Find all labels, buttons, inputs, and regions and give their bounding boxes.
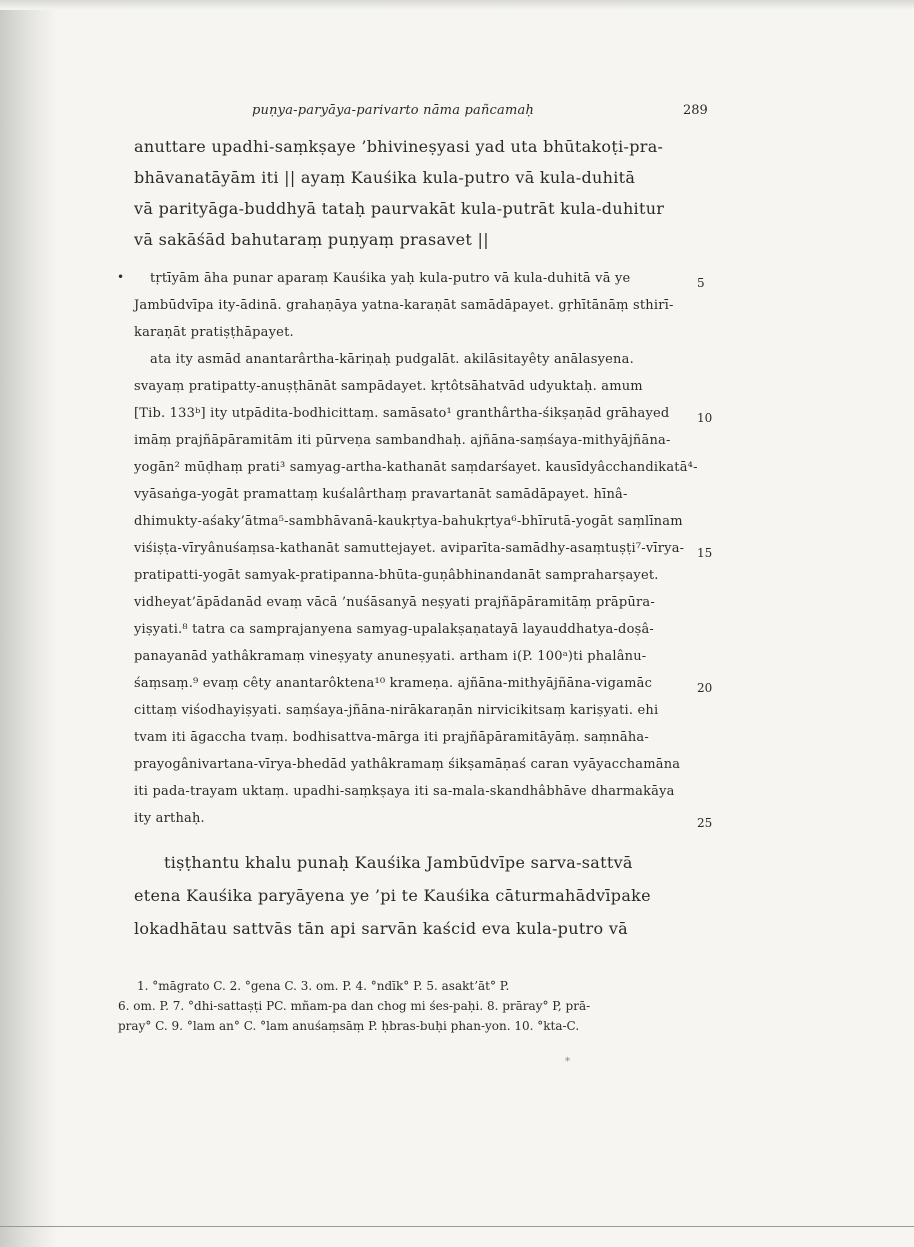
text-line: vā parityāga-buddhyā tataḥ paurvakāt kula-putrāt kula-duhitur — [134, 199, 665, 218]
scan-binding-shadow — [0, 0, 58, 1247]
commentary-line: pratipatti-yogāt samyak-pratipanna-bhūta-guṇâbhinandanāt sampraharṣayet. — [134, 568, 659, 583]
commentary-line: Jambūdvīpa ity-ādinā. grahaṇāya yatna-karaṇāt samādāpayet. gṛhītānāṃ sthirī- — [134, 298, 674, 313]
line-number: 25 — [697, 816, 713, 830]
text-line: vā sakāśād bahutaraṃ puṇyaṃ prasavet || — [134, 230, 489, 249]
text-line: bhāvanatāyām iti || ayaṃ Kauśika kula-putro vā kula-duhitā — [134, 168, 636, 187]
commentary-line: yiṣyati.⁸ tatra ca samprajanyena samyag-upalakṣaṇatayā layauddhatya-doṣâ- — [134, 622, 655, 637]
scan-top-edge — [0, 0, 914, 10]
commentary-line: tvam iti āgaccha tvaṃ. bodhisattva-mārga iti prajñāpāramitāyāṃ. saṃnāha- — [134, 730, 649, 745]
page-number: 289 — [683, 103, 708, 118]
line-number: 15 — [697, 546, 713, 560]
footnote-line: 1. °māgrato C. 2. °gena C. 3. om. P. 4. °ndīk° P. 5. asakt’āt° P. — [137, 979, 510, 993]
commentary-line: vidheyat’āpādanād evaṃ vācā ’nuśāsanyā neṣyati prajñāpāramitāṃ prāpūra- — [134, 595, 655, 610]
commentary-line: tṛtīyām āha punar aparaṃ Kauśika yaḥ kula-putro vā kula-duhitā vā ye — [150, 271, 631, 286]
commentary-line: vyāsaṅga-yogāt pramattaṃ kuśalârthaṃ pravartanāt samādāpayet. hīnâ- — [134, 487, 628, 502]
commentary-line: śaṃsaṃ.⁹ evaṃ cêty anantarôktena¹⁰ krameṇa. ajñāna-mithyājñāna-vigamāc — [134, 676, 653, 691]
commentary-line: prayogânivartana-vīrya-bhedād yathâkramaṃ śikṣamāṇaś caran vyāyacchamāna — [134, 757, 681, 772]
text-line: tiṣṭhantu khalu punaḥ Kauśika Jambūdvīpe sarva-sattvā — [164, 853, 633, 872]
commentary-line: iti pada-trayam uktaṃ. upadhi-saṃkṣaya iti sa-mala-skandhâbhāve dharmakāya — [134, 784, 675, 799]
text-line: anuttare upadhi-saṃkṣaye ’bhivineṣyasi yad uta bhūtakoṭi-pra- — [134, 137, 664, 156]
scan-speck: ⁎ — [565, 1053, 570, 1064]
line-number: 20 — [697, 681, 713, 695]
commentary-line: karaṇāt pratiṣṭhāpayet. — [134, 325, 294, 340]
commentary-line: svayaṃ pratipatty-anuṣṭhānāt sampādayet. kṛtôtsāhatvād udyuktaḥ. amum — [134, 379, 643, 394]
text-line: lokadhātau sattvās tān api sarvān kaścid eva kula-putro vā — [134, 919, 628, 938]
commentary-line: panayanād yathâkramaṃ vineṣyaty anuneṣyati. artham i(P. 100ᵃ)ti phalânu- — [134, 649, 647, 664]
line-number: 5 — [697, 276, 705, 290]
commentary-line: [Tib. 133ᵇ] ity utpādita-bodhicittaṃ. samāsato¹ granthârtha-śikṣaṇād grāhayed — [134, 406, 670, 421]
commentary-line: dhimukty-aśaky’ātma⁵-sambhāvanā-kaukṛtya-bahukṛtya⁶-bhīrutā-yogāt saṃlīnam — [134, 514, 683, 529]
footnote-line: 6. om. P. 7. °dhi-sattaṣṭi PC. mñam-pa dan chog mi śes-paḥi. 8. prāray° P, prā- — [118, 999, 591, 1013]
commentary-line: ata ity asmād anantarârtha-kāriṇaḥ pudgalāt. akilāsitayêty anālasyena. — [150, 352, 634, 367]
commentary-line: imāṃ prajñāpāramitām iti pūrveṇa sambandhaḥ. ajñāna-saṃśaya-mithyājñāna- — [134, 433, 671, 448]
commentary-line: ity arthaḥ. — [134, 811, 205, 826]
bullet-dot: • — [117, 270, 125, 284]
commentary-line: viśiṣṭa-vīryânuśaṃsa-kathanāt samuttejayet. aviparīta-samādhy-asaṃtuṣṭi⁷-vīrya- — [134, 541, 685, 556]
line-number: 10 — [697, 411, 713, 425]
running-title: puṇya-paryāya-parivarto nāma pañcamaḥ — [252, 103, 535, 118]
scan-bottom-edge — [0, 1226, 914, 1227]
footnote-line: pray° C. 9. °lam an° C. °lam anuśaṃsāṃ P. ḥbras-buḥi phan-yon. 10. °kta-C. — [118, 1019, 580, 1033]
commentary-line: cittaṃ viśodhayiṣyati. saṃśaya-jñāna-nirākaraṇān nirvicikitsaṃ kariṣyati. ehi — [134, 703, 659, 718]
commentary-line: yogān² mūḍhaṃ prati³ samyag-artha-kathanāt saṃdarśayet. kausīdyâcchandikatā⁴- — [134, 460, 698, 475]
text-line: etena Kauśika paryāyena ye ’pi te Kauśika cāturmahādvīpake — [134, 886, 651, 905]
